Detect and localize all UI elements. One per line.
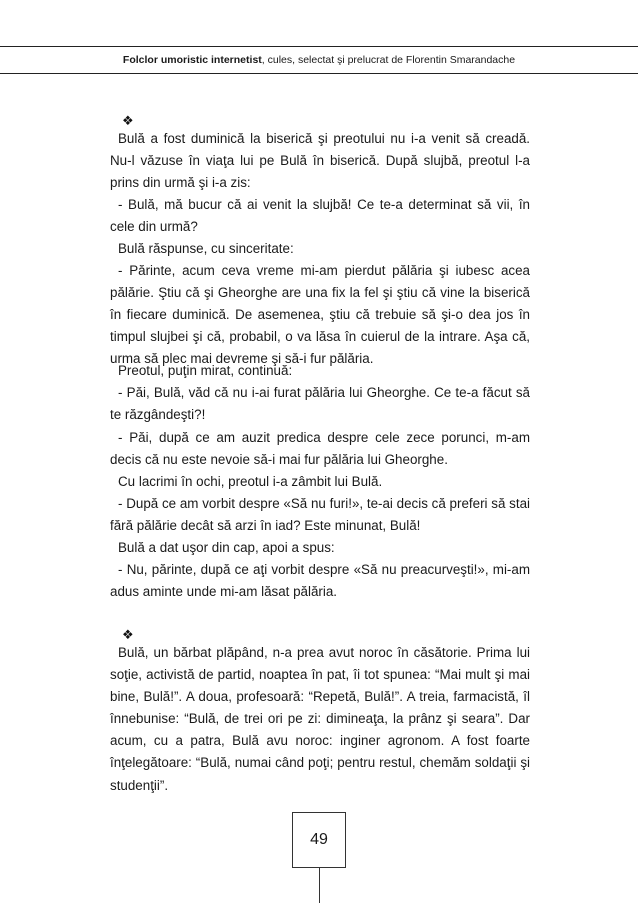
story1-paragraph: Bulă răspunse, cu sinceritate:	[118, 241, 294, 256]
page-number-stem	[319, 868, 320, 903]
running-head-title: Folclor umoristic internetist	[122, 54, 262, 66]
story1-paragraph: - Bulă, mă bucur că ai venit la slujbă! Ce te-a determinat să vii, în cele din urmă?	[110, 197, 530, 235]
story1-paragraph: - Păi, Bulă, văd că nu i-ai furat pălăria lui Gheorghe. Ce te-a făcut să te răzgândeşti?!	[110, 385, 530, 423]
running-head-subtitle: , cules, selectat şi prelucrat de Florentin Smarandache	[261, 54, 516, 66]
story1-paragraph: Cu lacrimi în ochi, preotul i-a zâmbit lui Bulă.	[118, 474, 383, 489]
diamond-separator-icon: ❖	[122, 627, 134, 642]
story1-paragraph: - Păi, după ce am auzit predica despre cele zece porunci, m-am decis că nu este nevoie să-i mai fur pălăria lui Gheorghe.	[110, 430, 530, 468]
page-number: 49	[310, 831, 328, 848]
running-head	[0, 53, 638, 67]
story1-paragraph: - După ce am vorbit despre «Să nu furi!», te-ai decis că preferi să stai fără pălărie decât să arzi în iad? Este minunat, Bulă!	[110, 496, 530, 534]
page-number-box	[292, 812, 346, 868]
header-rule-top	[0, 46, 638, 47]
story1-paragraph: Bulă a fost duminică la biserică şi preotului nu i-a venit să creadă. Nu-l văzuse în viaţa lui pe Bulă în biserică. După slujbă, preotul l-a prins din urmă şi i-a zis:	[110, 131, 530, 191]
story1-paragraph: - Părinte, acum ceva vreme mi-am pierdut pălăria şi iubesc acea pălărie. Ştiu că şi Gheorghe are una fix la fel şi ştiu că vine la biserică în fiecare duminică. De asemenea, ştiu că trebuie să şi-o dea jos în timpul slujbei şi că, probabil, o va lăsa în cuierul de la intrare. Aşa că, urma să plec mai devreme şi să-i fur pălăria.	[110, 263, 530, 367]
story1-paragraph: Bulă a dat uşor din cap, apoi a spus:	[118, 540, 335, 555]
diamond-separator-icon: ❖	[122, 113, 134, 128]
story2-paragraph: Bulă, un bărbat plăpând, n-a prea avut noroc în căsătorie. Prima lui soţie, activistă de partid, noaptea în pat, îi tot spunea: “Mai mult şi mai bine, Bulă!”. A doua, profesoară: “Repetă, Bulă!”. A treia, farmacistă, îl înnebunise: “Bulă, de trei ori pe zi: dimineaţa, la prânz şi seara”. Dar acum, cu a patra, Bulă avu noroc: inginer agronom. A fost foarte înţelegătoare: “Bulă, numai când poţi; pentru restul, chemăm soldaţii şi studenţii”.	[110, 645, 530, 793]
header-rule-bottom	[0, 73, 638, 74]
story1-paragraph: Preotul, puţin mirat, continuă:	[118, 363, 293, 378]
story1-paragraph: - Nu, părinte, după ce aţi vorbit despre «Să nu preacurveşti!», mi-am adus aminte unde mi-am lăsat pălăria.	[110, 562, 530, 600]
